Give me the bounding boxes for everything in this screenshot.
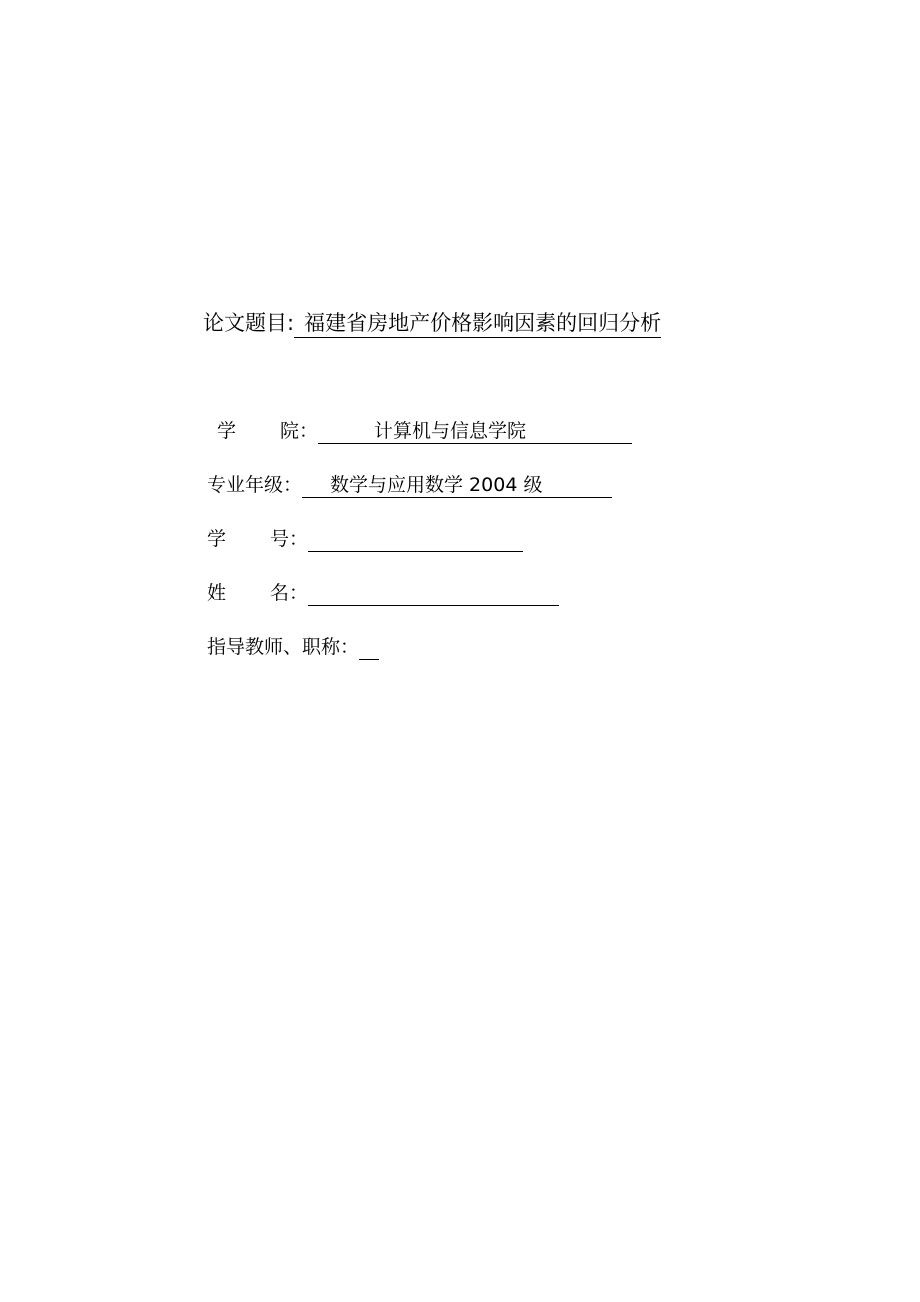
college-value — [318, 419, 632, 444]
thesis-title-line — [203, 308, 661, 338]
advisor-blank — [359, 638, 379, 660]
advisor-field — [207, 634, 379, 660]
name-label-char1: 姓 — [207, 582, 227, 604]
thesis-title-label: 论文题目: — [203, 311, 295, 335]
college-field — [207, 418, 632, 444]
major-grade-field — [207, 472, 612, 498]
college-label — [207, 418, 318, 444]
major-grade-value-text: 数学与应用数学 2004 级 — [330, 474, 543, 496]
thesis-title-value: 福建省房地产价格影响因素的回归分析 — [294, 309, 661, 338]
student-id-field — [207, 526, 523, 552]
name-field — [207, 580, 559, 606]
major-grade-label: 专业年级： — [207, 474, 303, 496]
college-value-text: 计算机与信息学院 — [374, 420, 527, 442]
name-blank — [308, 584, 559, 606]
advisor-label: 指导教师、职称： — [207, 636, 360, 658]
student-id-label-char2: 号： — [270, 528, 309, 550]
college-label-char2: 院： — [280, 420, 319, 442]
college-label-char1: 学 — [217, 420, 237, 442]
name-label-char2: 名： — [270, 582, 309, 604]
major-grade-value — [302, 473, 612, 498]
name-label — [207, 580, 308, 606]
student-id-label — [207, 526, 308, 552]
student-id-label-char1: 学 — [207, 528, 227, 550]
student-id-blank — [308, 530, 523, 552]
